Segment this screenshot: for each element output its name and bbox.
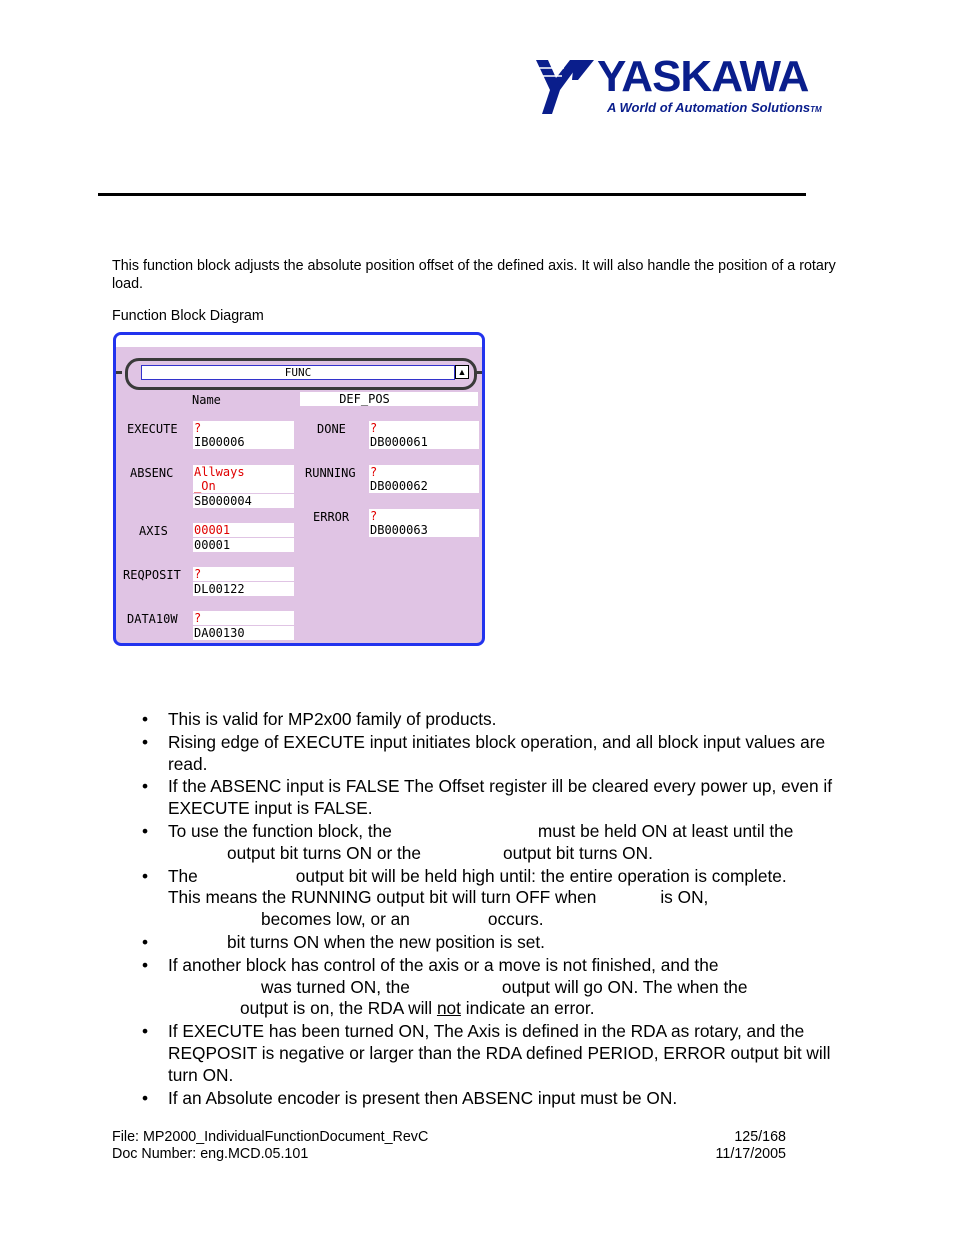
header-rule <box>98 193 806 196</box>
input-value-execute[interactable]: ? <box>193 421 294 435</box>
yaskawa-logo-mark-icon <box>534 56 596 116</box>
output-label-running: RUNNING <box>305 466 356 480</box>
input-reg-data10w[interactable]: DA00130 <box>193 626 294 640</box>
function-block-diagram <box>113 332 485 646</box>
input-reg-absenc[interactable]: SB000004 <box>193 494 294 508</box>
fb-top-strip <box>116 335 482 347</box>
input-label-reqposit: REQPOSIT <box>123 568 181 582</box>
logo-tagline: A World of Automation SolutionsTM <box>607 100 822 115</box>
list-item: • This is valid for MP2x00 family of products. <box>142 709 497 729</box>
input-label-execute: EXECUTE <box>127 422 178 436</box>
list-item: • If EXECUTE has been turned ON, The Axis is defined in the RDA as rotary, and the REQPOSIT is negative or larger than the RDA defined PERIOD, ERROR output bit will turn ON. <box>142 1021 831 1085</box>
footer-page-number: 125/168 <box>734 1129 786 1145</box>
footer-file: File: MP2000_IndividualFunctionDocument_RevC <box>112 1129 429 1145</box>
output-label-done: DONE <box>317 422 346 436</box>
input-value-axis[interactable]: 00001 <box>193 523 294 537</box>
fb-name-label: Name <box>192 393 221 407</box>
list-item: • If another block has control of the axis or a move is not finished, and the was turned ON, the output will go ON. The when the output is on, the RDA will not indicate an error. <box>142 954 748 1019</box>
input-reg-execute[interactable]: IB00006 <box>193 435 294 449</box>
fb-titlebar <box>125 358 477 390</box>
list-item: • bit turns ON when the new position is set. <box>142 931 545 952</box>
list-item: • If the ABSENC input is FALSE The Offset register ill be cleared every power up, even if EXECUTE input is FALSE. <box>142 776 833 819</box>
output-value-done[interactable]: ? <box>369 421 479 435</box>
footer-doc-number: Doc Number: eng.MCD.05.101 <box>112 1146 309 1162</box>
input-value-absenc[interactable]: Allways <box>193 465 294 479</box>
fb-name-field[interactable]: DEF_POS <box>300 392 478 406</box>
output-reg-running[interactable]: DB000062 <box>369 479 479 493</box>
output-reg-done[interactable]: DB000061 <box>369 435 479 449</box>
output-label-error: ERROR <box>313 510 350 524</box>
list-item: • To use the function block, the must be held ON at least until the output bit turns ON or the output bit turns ON. <box>142 820 794 863</box>
input-reg-axis[interactable]: 00001 <box>193 538 294 552</box>
fbd-label: Function Block Diagram <box>112 308 264 324</box>
output-value-error[interactable]: ? <box>369 509 479 523</box>
input-value-reqposit[interactable]: ? <box>193 567 294 581</box>
list-item: • If an Absolute encoder is present then ABSENC input must be ON. <box>142 1087 678 1108</box>
output-reg-error[interactable]: DB000063 <box>369 523 479 537</box>
fb-connector-right <box>476 371 485 374</box>
list-item: • Rising edge of EXECUTE input initiates block operation, and all block input values are read. <box>142 731 826 774</box>
input-reg-reqposit[interactable]: DL00122 <box>193 582 294 596</box>
notes-list <box>140 709 840 1110</box>
page-footer <box>112 1129 786 1163</box>
fb-connector-left <box>113 371 122 374</box>
input-label-axis: AXIS <box>139 524 168 538</box>
fb-title: FUNC <box>141 365 455 380</box>
output-value-running[interactable]: ? <box>369 465 479 479</box>
fb-collapse-icon[interactable]: ▲ <box>455 365 469 379</box>
yaskawa-logo <box>534 52 824 116</box>
list-item: • The output bit will be held high until: the entire operation is complete. This means the RUNNING output bit will turn OFF when is ON, becomes low, or an occurs. <box>142 865 787 930</box>
intro-paragraph: This function block adjusts the absolute position offset of the defined axis. It will also handle the position of a rotary load. <box>112 258 836 292</box>
logo-wordmark: YASKAWA <box>597 52 809 101</box>
input-value-absenc-2[interactable]: _On <box>193 479 294 493</box>
footer-date: 11/17/2005 <box>715 1146 786 1162</box>
input-label-data10w: DATA10W <box>127 612 178 626</box>
input-label-absenc: ABSENC <box>130 466 174 480</box>
input-value-data10w[interactable]: ? <box>193 611 294 625</box>
